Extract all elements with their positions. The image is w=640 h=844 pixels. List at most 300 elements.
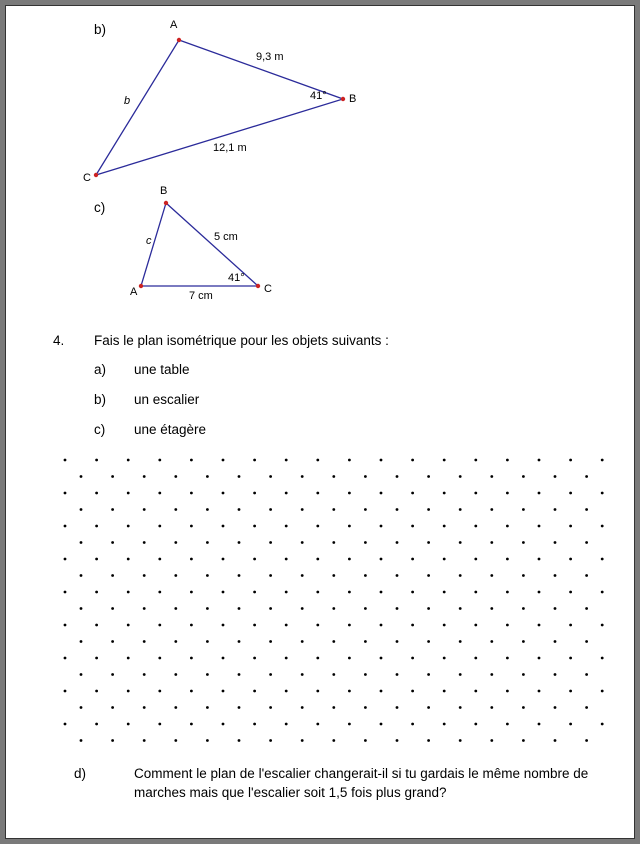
grid-dot [285, 492, 288, 495]
grid-dot [585, 607, 588, 610]
grid-dot [427, 607, 430, 610]
grid-dot [206, 673, 209, 676]
triangle-b-side-ac: b [124, 95, 131, 107]
triangle-c-angle-c: 41° [228, 272, 245, 284]
grid-dot [554, 673, 557, 676]
grid-dot [80, 475, 83, 478]
grid-dot [64, 525, 67, 528]
grid-dot [95, 525, 98, 528]
grid-dot [411, 657, 414, 660]
grid-dot [253, 723, 256, 726]
grid-dot [238, 607, 241, 610]
grid-dot [316, 690, 319, 693]
triangle-c-vertex-b-label: B [160, 185, 168, 197]
grid-dot [301, 706, 304, 709]
grid-dot [64, 723, 67, 726]
grid-dot [348, 657, 351, 660]
grid-dot [269, 673, 272, 676]
grid-dot [158, 492, 161, 495]
grid-dot [348, 558, 351, 561]
grid-dot [380, 591, 383, 594]
grid-dot [127, 492, 130, 495]
grid-dot [427, 739, 430, 742]
grid-dot [554, 574, 557, 577]
grid-dot [238, 541, 241, 544]
grid-dot [190, 690, 193, 693]
grid-dot [190, 657, 193, 660]
item-c-text: une étagère [134, 422, 207, 437]
grid-dot [80, 574, 83, 577]
grid-dot [158, 459, 161, 462]
grid-dot [490, 607, 493, 610]
grid-dot [301, 541, 304, 544]
grid-dot [522, 475, 525, 478]
grid-dot [411, 525, 414, 528]
grid-dot [206, 475, 209, 478]
grid-dot [490, 574, 493, 577]
grid-dot [506, 459, 509, 462]
grid-dot [601, 492, 604, 495]
grid-dot [285, 657, 288, 660]
grid-dot [569, 591, 572, 594]
grid-dot [158, 624, 161, 627]
grid-dot [111, 706, 114, 709]
grid-dot [222, 558, 225, 561]
triangle-b-side-bc: 12,1 m [213, 142, 247, 154]
grid-dot [474, 591, 477, 594]
triangle-c-side-ab: c [146, 235, 152, 247]
grid-dot [285, 558, 288, 561]
grid-dot [459, 640, 462, 643]
grid-dot [459, 673, 462, 676]
grid-dot [554, 475, 557, 478]
grid-dot [348, 459, 351, 462]
grid-dot [538, 723, 541, 726]
grid-dot [490, 739, 493, 742]
grid-dot [301, 574, 304, 577]
grid-dot [95, 591, 98, 594]
grid-dot [380, 459, 383, 462]
grid-dot [111, 673, 114, 676]
triangle-b-side-ab: 9,3 m [256, 51, 284, 63]
grid-dot [316, 492, 319, 495]
grid-dot [396, 706, 399, 709]
grid-dot [396, 739, 399, 742]
grid-dot [490, 541, 493, 544]
grid-dot [569, 459, 572, 462]
grid-dot [443, 723, 446, 726]
grid-dot [127, 459, 130, 462]
grid-dot [538, 459, 541, 462]
grid-dot [443, 624, 446, 627]
grid-dot [506, 525, 509, 528]
grid-dot [80, 541, 83, 544]
grid-dot [190, 492, 193, 495]
grid-dot [64, 591, 67, 594]
grid-dot [316, 657, 319, 660]
grid-dot [301, 739, 304, 742]
grid-dot [380, 525, 383, 528]
question-d-line-2: marches mais que l'escalier soit 1,5 fois plus grand? [134, 785, 447, 800]
grid-dot [601, 657, 604, 660]
grid-dot [522, 640, 525, 643]
grid-dot [427, 706, 430, 709]
grid-dot [143, 508, 146, 511]
grid-dot [443, 459, 446, 462]
grid-dot [459, 541, 462, 544]
grid-dot [411, 723, 414, 726]
grid-dot [396, 574, 399, 577]
grid-dot [80, 640, 83, 643]
grid-dot [190, 525, 193, 528]
grid-dot [222, 492, 225, 495]
grid-dot [364, 607, 367, 610]
grid-dot [174, 475, 177, 478]
grid-dot [538, 657, 541, 660]
grid-dot [127, 723, 130, 726]
grid-dot [143, 475, 146, 478]
grid-dot [222, 624, 225, 627]
triangle-b-vertex-a-label: A [170, 19, 178, 31]
grid-dot [158, 525, 161, 528]
grid-dot [364, 574, 367, 577]
grid-dot [427, 673, 430, 676]
grid-dot [569, 690, 572, 693]
grid-dot [269, 640, 272, 643]
item-a-label: a) [94, 362, 107, 377]
grid-dot [474, 624, 477, 627]
grid-dot [190, 591, 193, 594]
grid-dot [332, 640, 335, 643]
grid-dot [443, 525, 446, 528]
grid-dot [253, 558, 256, 561]
grid-dot [554, 706, 557, 709]
item-b-label: b) [94, 392, 107, 407]
grid-dot [285, 525, 288, 528]
triangle-c-vertex-c-label: C [264, 283, 272, 295]
grid-dot [538, 591, 541, 594]
grid-dot [380, 492, 383, 495]
grid-dot [569, 657, 572, 660]
grid-dot [253, 657, 256, 660]
grid-dot [380, 723, 383, 726]
grid-dot [127, 525, 130, 528]
grid-dot [427, 475, 430, 478]
question-d-label: d) [74, 766, 87, 781]
grid-dot [490, 475, 493, 478]
figure-c-label: c) [94, 200, 106, 215]
grid-dot [411, 690, 414, 693]
grid-dot [174, 607, 177, 610]
grid-dot [459, 739, 462, 742]
grid-dot [459, 475, 462, 478]
grid-dot [222, 591, 225, 594]
grid-dot [95, 492, 98, 495]
grid-dot [64, 492, 67, 495]
item-a-text: une table [134, 362, 190, 377]
isometric-dot-grid [6, 6, 634, 838]
grid-dot [585, 706, 588, 709]
grid-dot [269, 541, 272, 544]
grid-dot [143, 739, 146, 742]
grid-dot [411, 558, 414, 561]
grid-dot [80, 508, 83, 511]
grid-dot [174, 574, 177, 577]
grid-dot [380, 558, 383, 561]
grid-dot [158, 591, 161, 594]
grid-dot [174, 541, 177, 544]
grid-dot [316, 459, 319, 462]
grid-dot [585, 541, 588, 544]
grid-dot [80, 706, 83, 709]
grid-dot [506, 624, 509, 627]
grid-dot [506, 558, 509, 561]
grid-dot [364, 508, 367, 511]
grid-dot [522, 574, 525, 577]
grid-dot [474, 459, 477, 462]
grid-dot [522, 739, 525, 742]
grid-dot [396, 673, 399, 676]
grid-dot [80, 673, 83, 676]
grid-dot [64, 558, 67, 561]
grid-dot [111, 607, 114, 610]
grid-dot [364, 706, 367, 709]
grid-dot [332, 607, 335, 610]
grid-dot [490, 706, 493, 709]
grid-dot [490, 673, 493, 676]
grid-dot [316, 558, 319, 561]
grid-dot [569, 525, 572, 528]
grid-dot [222, 723, 225, 726]
grid-dot [285, 690, 288, 693]
grid-dot [348, 525, 351, 528]
grid-dot [538, 492, 541, 495]
grid-dot [127, 624, 130, 627]
grid-dot [143, 706, 146, 709]
grid-dot [269, 739, 272, 742]
grid-dot [111, 541, 114, 544]
grid-dot [158, 558, 161, 561]
grid-dot [206, 739, 209, 742]
grid-dot [396, 475, 399, 478]
grid-dot [269, 706, 272, 709]
grid-dot [111, 475, 114, 478]
triangle-b-angle-b: 41° [310, 90, 327, 102]
grid-dot [443, 492, 446, 495]
grid-dot [143, 574, 146, 577]
grid-dot [332, 574, 335, 577]
grid-dot [364, 640, 367, 643]
grid-dot [585, 475, 588, 478]
grid-dot [364, 475, 367, 478]
grid-dot [253, 492, 256, 495]
grid-dot [190, 558, 193, 561]
grid-dot [269, 475, 272, 478]
question-d-line-1: Comment le plan de l'escalier changerait-il si tu gardais le même nombre de [134, 766, 589, 781]
grid-dot [427, 541, 430, 544]
grid-dot [348, 624, 351, 627]
grid-dot [506, 492, 509, 495]
grid-dot [411, 591, 414, 594]
grid-dot [238, 640, 241, 643]
grid-dot [95, 558, 98, 561]
grid-dot [522, 508, 525, 511]
grid-dot [80, 607, 83, 610]
grid-dot [174, 640, 177, 643]
grid-dot [222, 657, 225, 660]
grid-dot [332, 475, 335, 478]
grid-dot [474, 657, 477, 660]
grid-dot [269, 508, 272, 511]
grid-dot [601, 525, 604, 528]
grid-dot [474, 525, 477, 528]
grid-dot [316, 591, 319, 594]
grid-dot [206, 508, 209, 511]
grid-dot [206, 607, 209, 610]
grid-dot [238, 475, 241, 478]
grid-dot [569, 558, 572, 561]
triangle-c-side-ac: 7 cm [189, 290, 213, 302]
grid-dot [253, 624, 256, 627]
grid-dot [143, 673, 146, 676]
grid-dot [443, 657, 446, 660]
grid-dot [601, 624, 604, 627]
grid-dot [554, 739, 557, 742]
grid-dot [554, 508, 557, 511]
grid-dot [459, 607, 462, 610]
grid-dot [332, 706, 335, 709]
grid-dot [238, 706, 241, 709]
grid-dot [127, 591, 130, 594]
grid-dot [554, 607, 557, 610]
grid-dot [490, 640, 493, 643]
grid-dot [269, 574, 272, 577]
grid-dot [253, 459, 256, 462]
grid-dot [396, 607, 399, 610]
grid-dot [301, 673, 304, 676]
grid-dot [522, 541, 525, 544]
grid-dot [158, 657, 161, 660]
grid-dot [411, 492, 414, 495]
grid-dot [601, 591, 604, 594]
grid-dot [443, 690, 446, 693]
grid-dot [285, 459, 288, 462]
grid-dot [506, 723, 509, 726]
grid-dot [143, 541, 146, 544]
grid-dot [396, 541, 399, 544]
grid-dot [158, 690, 161, 693]
grid-dot [190, 459, 193, 462]
grid-dot [538, 558, 541, 561]
grid-dot [443, 558, 446, 561]
grid-dot [474, 723, 477, 726]
grid-dot [474, 690, 477, 693]
grid-dot [411, 459, 414, 462]
grid-dot [459, 574, 462, 577]
grid-dot [222, 690, 225, 693]
worksheet-page [5, 5, 635, 839]
grid-dot [459, 706, 462, 709]
question-4-prompt: Fais le plan isométrique pour les objets suivants : [94, 333, 389, 348]
grid-dot [348, 690, 351, 693]
grid-dot [522, 706, 525, 709]
grid-dot [174, 508, 177, 511]
grid-dot [332, 673, 335, 676]
grid-dot [601, 558, 604, 561]
item-b-text: un escalier [134, 392, 200, 407]
grid-dot [64, 657, 67, 660]
grid-dot [443, 591, 446, 594]
grid-dot [111, 508, 114, 511]
grid-dot [190, 624, 193, 627]
grid-dot [332, 739, 335, 742]
grid-dot [316, 723, 319, 726]
grid-dot [569, 624, 572, 627]
grid-dot [238, 574, 241, 577]
grid-dot [348, 492, 351, 495]
grid-dot [174, 739, 177, 742]
grid-dot [538, 624, 541, 627]
grid-dot [427, 574, 430, 577]
grid-dot [95, 624, 98, 627]
grid-dot [158, 723, 161, 726]
grid-dot [427, 640, 430, 643]
grid-dot [569, 723, 572, 726]
grid-dot [127, 690, 130, 693]
grid-dot [238, 673, 241, 676]
grid-dot [95, 723, 98, 726]
triangle-c-side-bc: 5 cm [214, 231, 238, 243]
grid-dot [174, 706, 177, 709]
grid-dot [143, 640, 146, 643]
triangle-c-vertex-a-label: A [130, 286, 138, 298]
grid-dot [411, 624, 414, 627]
grid-dot [585, 574, 588, 577]
grid-dot [111, 574, 114, 577]
grid-dot [522, 673, 525, 676]
grid-dot [522, 607, 525, 610]
grid-dot [80, 739, 83, 742]
grid-dot [585, 508, 588, 511]
grid-dot [95, 690, 98, 693]
grid-dot [585, 673, 588, 676]
grid-dot [206, 640, 209, 643]
grid-dot [316, 525, 319, 528]
grid-dot [143, 607, 146, 610]
item-c-label: c) [94, 422, 106, 437]
grid-dot [601, 690, 604, 693]
grid-dot [222, 459, 225, 462]
figure-b-label: b) [94, 22, 107, 37]
grid-dot [538, 690, 541, 693]
grid-dot [222, 525, 225, 528]
grid-dot [301, 475, 304, 478]
grid-dot [285, 723, 288, 726]
grid-dot [301, 508, 304, 511]
grid-dot [332, 508, 335, 511]
grid-dot [348, 723, 351, 726]
grid-dot [348, 591, 351, 594]
grid-dot [64, 690, 67, 693]
grid-dot [95, 657, 98, 660]
question-4-number: 4. [53, 333, 65, 348]
grid-dot [301, 607, 304, 610]
grid-dot [380, 624, 383, 627]
grid-dot [396, 640, 399, 643]
grid-dot [380, 690, 383, 693]
grid-dot [64, 459, 67, 462]
grid-dot [506, 591, 509, 594]
